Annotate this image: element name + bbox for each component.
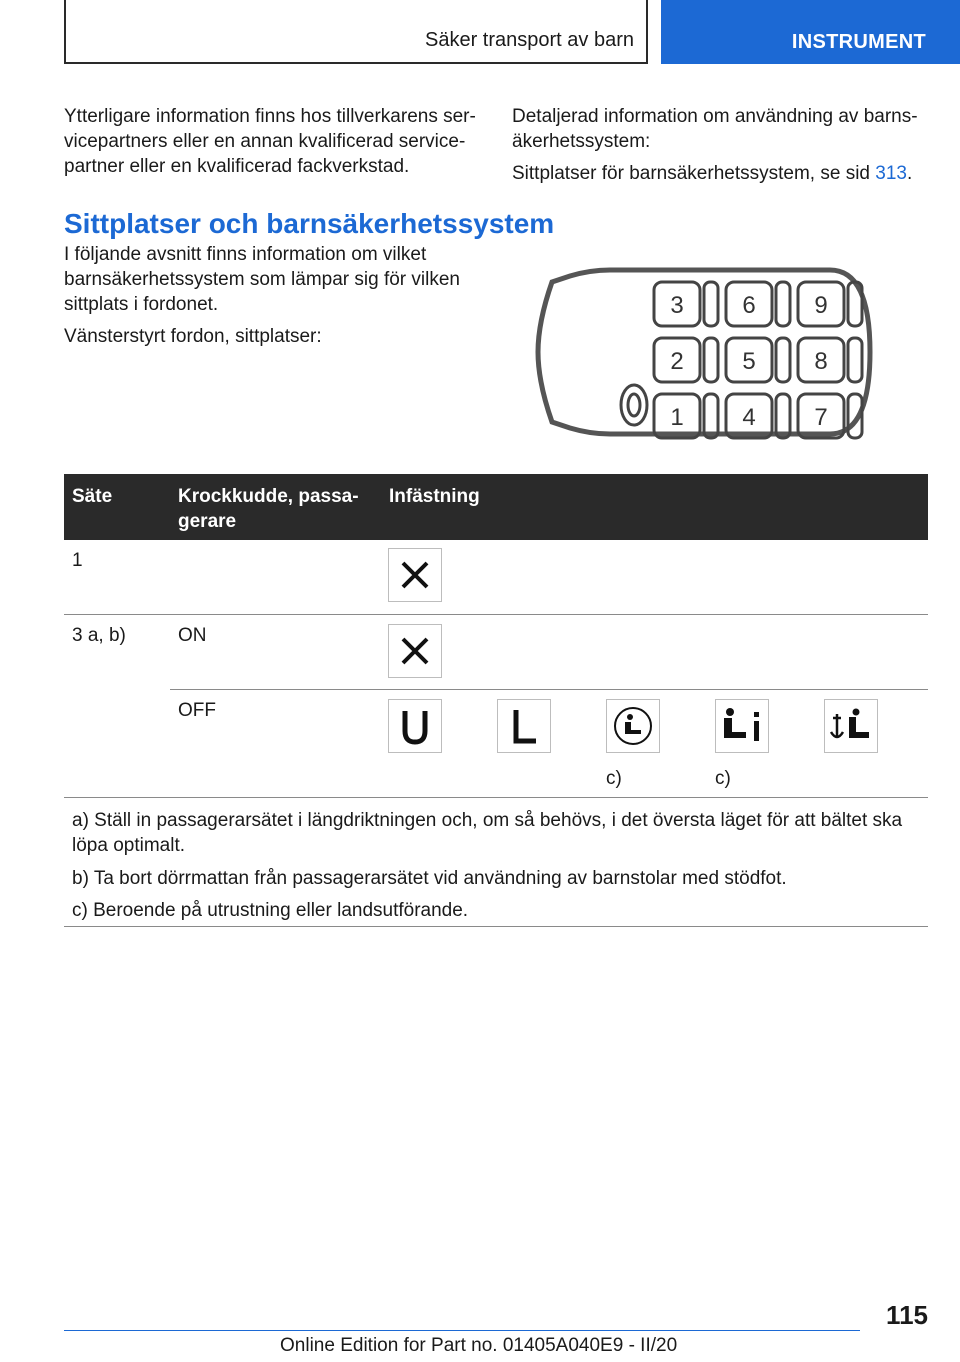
ref-end: . <box>906 163 913 184</box>
intro-left-line: Ytterligare information finns hos tillverkarens ser- <box>64 106 476 127</box>
ref-text: Sittplatser för barnsäkerhetssystem, se sid <box>512 163 876 184</box>
section-heading: Sittplatser och barnsäkerhetssystem <box>64 208 555 239</box>
section-body <box>64 242 504 349</box>
page-number: 115 <box>886 1300 928 1330</box>
seat-5 <box>726 338 790 382</box>
seat-number: 3 <box>670 292 684 319</box>
universal-u-icon <box>388 699 442 753</box>
edition-footer: Online Edition for Part no. 01405A040E9 - II/20 <box>280 1335 678 1356</box>
row3-airbag-off: OFF <box>178 700 216 721</box>
section-body-line: barnsäkerhetssystem som lämpar sig för vilken <box>64 269 460 290</box>
row-divider <box>64 797 928 798</box>
intro-left-line: vicepartners eller en annan kvalificerad service- <box>64 131 466 152</box>
icon-note: c) <box>606 768 622 789</box>
seat-number: 5 <box>742 348 756 375</box>
header-chapter-box <box>661 0 960 64</box>
intro-right-ref <box>512 161 932 186</box>
table-note: a) Ställ in passagerarsätet i längdriktningen och, om så behövs, i det översta läget för att bältet ska löpa optimalt. <box>72 810 903 856</box>
chapter-title: INSTRUMENT <box>791 31 926 53</box>
intro-right <box>512 104 932 186</box>
seat-number: 2 <box>670 348 684 375</box>
seat-8 <box>798 338 862 382</box>
col-header-airbag: Krockkudde, passa- gerare <box>178 486 359 532</box>
intro-left <box>64 104 494 179</box>
seat-number: 6 <box>742 292 756 319</box>
seat-6 <box>726 282 790 326</box>
seat-7 <box>798 394 862 438</box>
seat-number: 7 <box>814 404 828 431</box>
section-title: Säker transport av barn <box>425 29 634 51</box>
table-header <box>64 474 928 540</box>
row-divider <box>64 614 928 615</box>
page-link[interactable]: 313 <box>875 163 907 184</box>
seat-1 <box>654 394 718 438</box>
seat-number: 9 <box>814 292 828 319</box>
seat-2 <box>654 338 718 382</box>
row-divider <box>170 689 928 690</box>
col-header-seat: Säte <box>72 486 113 507</box>
seat-4 <box>726 394 790 438</box>
row1-seat: 1 <box>72 550 83 571</box>
table-note: c) Beroende på utrustning eller landsutförande. <box>72 900 469 921</box>
cross-icon <box>388 624 442 678</box>
seat-9 <box>798 282 862 326</box>
cross-icon <box>388 548 442 602</box>
intro-left-line: partner eller en kvalificerad fackverkstad. <box>64 156 410 177</box>
header-section-box <box>64 0 648 64</box>
section-body-line: sittplats i fordonet. <box>64 294 219 315</box>
intro-right-line: Detaljerad information om användning av barns- <box>512 106 918 127</box>
seat-caption: Vänsterstyrt fordon, sittplatser: <box>64 326 322 347</box>
icon-note: c) <box>715 768 731 789</box>
intro-right-line: äkerhetssystem: <box>512 131 651 152</box>
child-seat-info-icon <box>715 699 769 753</box>
table-note: b) Ta bort dörrmattan från passagerarsätet vid användning av barnstolar med stödfot. <box>72 868 787 889</box>
child-seat-icon <box>606 699 660 753</box>
footer-rule <box>64 1330 860 1331</box>
seat-3 <box>654 282 718 326</box>
row2-seat: 3 a, b) <box>72 625 126 646</box>
row2-airbag-on: ON <box>178 625 207 646</box>
vehicle-seat-diagram <box>530 262 880 442</box>
letter-l-icon <box>497 699 551 753</box>
seat-number: 4 <box>742 404 756 431</box>
steering-wheel-icon <box>621 385 647 425</box>
seat-number: 8 <box>814 348 828 375</box>
col-header-fastening: Infästning <box>389 486 480 507</box>
section-body-line: I följande avsnitt finns information om vilket <box>64 244 427 265</box>
isofix-anchor-seat-icon <box>824 699 878 753</box>
table-bottom-rule <box>64 926 928 927</box>
seat-number: 1 <box>670 404 684 431</box>
